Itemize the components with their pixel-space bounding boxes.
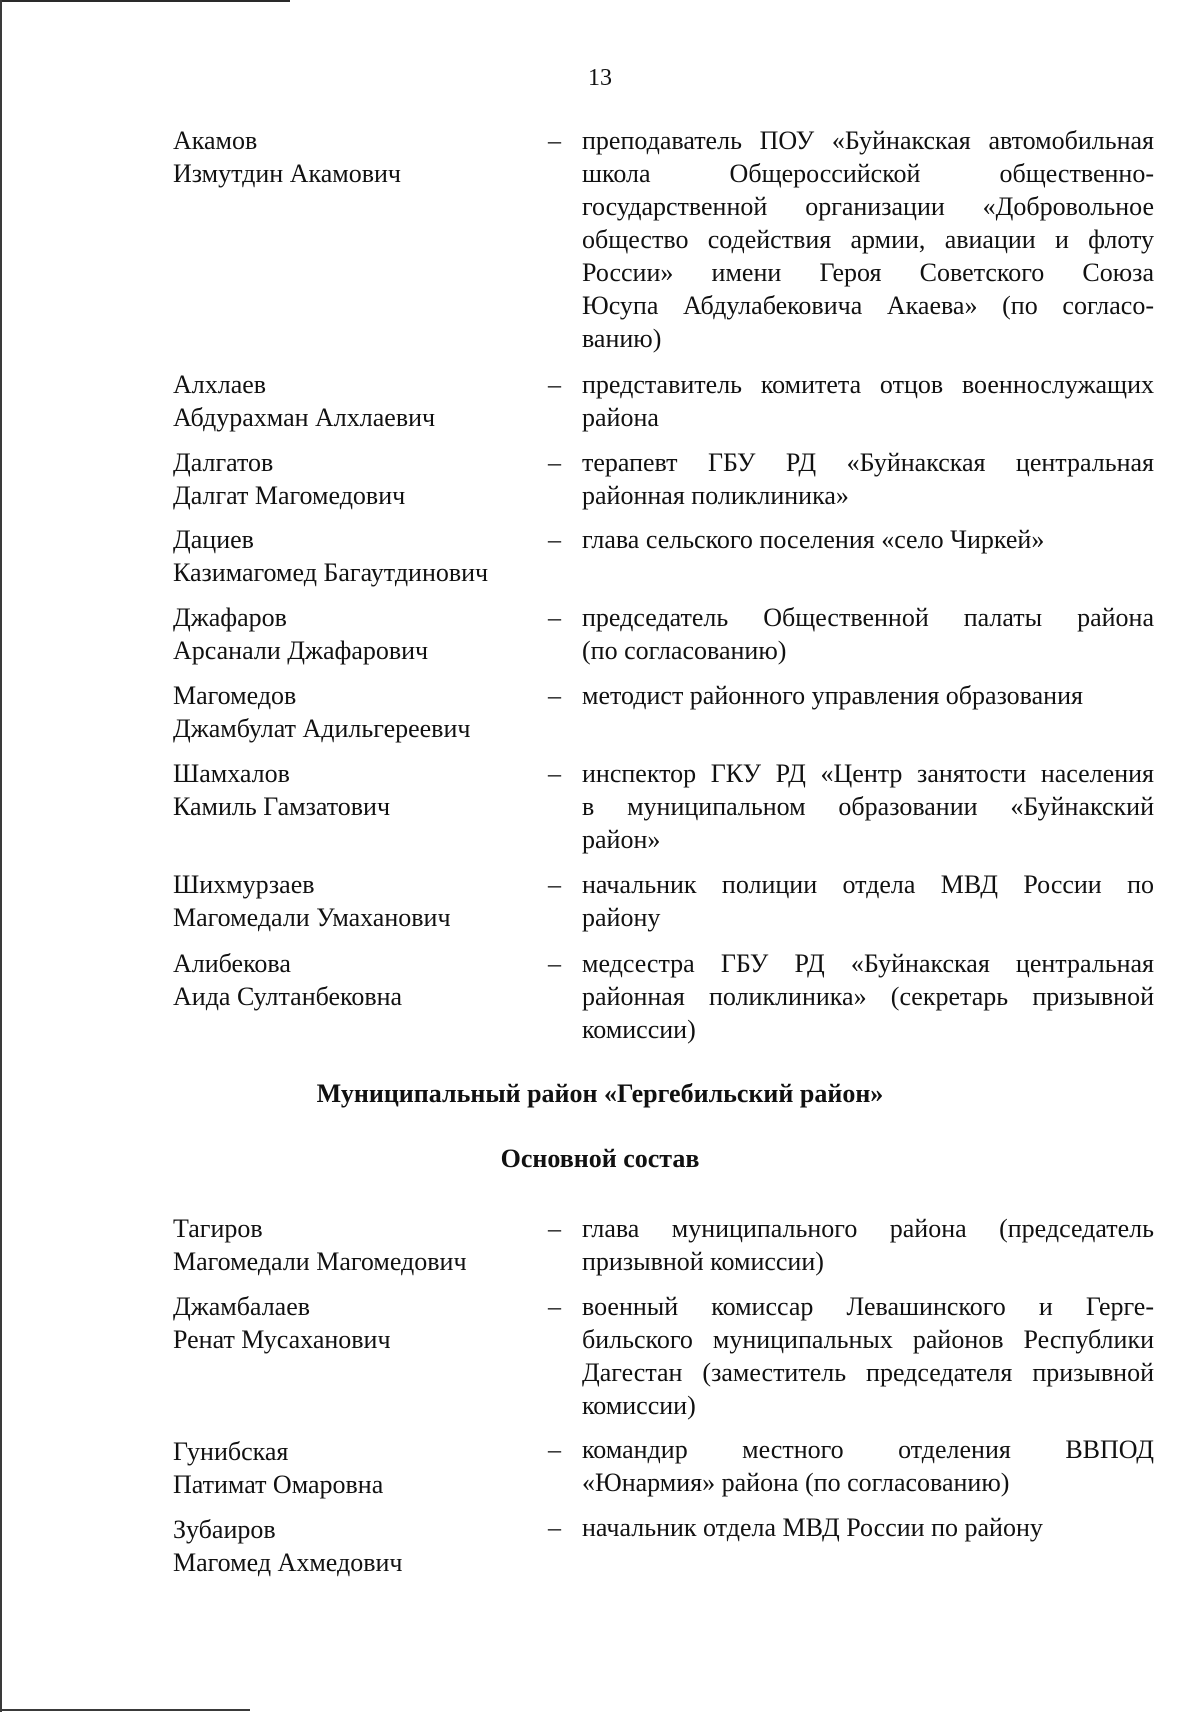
- member-surname: Алхлаев: [173, 370, 267, 399]
- position-line: общество содействия армии, авиации и флоту: [582, 225, 1154, 254]
- member-position: [582, 601, 1154, 667]
- member-surname: Далгатов: [173, 448, 274, 477]
- position-line: комиссии): [582, 1391, 696, 1420]
- member-name: [173, 947, 573, 1013]
- member-name: [173, 1212, 573, 1278]
- position-line: призывной комиссии): [582, 1247, 824, 1276]
- position-line: Дагестан (заместитель председателя призывной: [582, 1358, 1154, 1387]
- member-position: [582, 1511, 1154, 1544]
- member-position: [582, 757, 1154, 856]
- dash-separator: –: [548, 1435, 561, 1464]
- position-line: инспектор ГКУ РД «Центр занятости населения: [582, 759, 1154, 788]
- dash-separator: –: [548, 1292, 561, 1321]
- dash-separator: –: [548, 603, 561, 632]
- member-name: [173, 679, 573, 745]
- page-number: 13: [588, 65, 612, 91]
- member-given-names: Магомедали Магомедович: [173, 1247, 467, 1276]
- member-name: [173, 523, 573, 589]
- member-position: [582, 868, 1154, 934]
- member-surname: Шихмурзаев: [173, 870, 315, 899]
- member-given-names: Джамбулат Адильгереевич: [173, 714, 471, 743]
- dash-separator: –: [548, 949, 561, 978]
- dash-separator: –: [548, 525, 561, 554]
- member-surname: Дациев: [173, 525, 254, 554]
- position-line: школа Общероссийской общественно-: [582, 159, 1154, 188]
- member-surname: Джамбалаев: [173, 1292, 311, 1321]
- position-line: «Юнармия» района (по согласованию): [582, 1468, 1010, 1497]
- position-line: преподаватель ПОУ «Буйнакская автомобильная: [582, 126, 1154, 155]
- member-given-names: Аида Султанбековна: [173, 982, 403, 1011]
- dash-separator: –: [548, 681, 561, 710]
- member-name: [173, 1290, 573, 1356]
- position-line: в муниципальном образовании «Буйнакский: [582, 792, 1154, 821]
- member-surname: Гунибская: [173, 1437, 289, 1466]
- dash-separator: –: [548, 759, 561, 788]
- member-given-names: Казимагомед Багаутдинович: [173, 558, 489, 587]
- position-line: комиссии): [582, 1015, 696, 1044]
- member-name: [173, 1513, 573, 1579]
- member-surname: Магомедов: [173, 681, 297, 710]
- member-given-names: Магомед Ахмедович: [173, 1548, 403, 1577]
- dash-separator: –: [548, 1214, 561, 1243]
- member-surname: Зубаиров: [173, 1515, 276, 1544]
- scan-edge-left: [0, 0, 2, 1712]
- member-name: [173, 868, 573, 934]
- member-position: [582, 446, 1154, 512]
- section-heading: Муниципальный район «Гергебильский район»: [316, 1079, 884, 1108]
- dash-separator: –: [548, 126, 561, 155]
- member-given-names: Абдурахман Алхлаевич: [173, 403, 436, 432]
- member-name: [173, 368, 573, 434]
- position-line: бильского муниципальных районов Республики: [582, 1325, 1154, 1354]
- position-line: представитель комитета отцов военнослужащих: [582, 370, 1154, 399]
- subsection-heading: Основной состав: [500, 1144, 700, 1173]
- dash-separator: –: [548, 370, 561, 399]
- member-surname: Тагиров: [173, 1214, 263, 1243]
- member-name: [173, 601, 573, 667]
- member-given-names: Далгат Магомедович: [173, 481, 406, 510]
- member-position: [582, 1433, 1154, 1499]
- scan-edge-top: [0, 0, 290, 2]
- position-line: район»: [582, 825, 661, 854]
- member-given-names: Измутдин Акамович: [173, 159, 401, 188]
- member-surname: Джафаров: [173, 603, 287, 632]
- member-given-names: Магомедали Умаханович: [173, 903, 451, 932]
- position-line: России» имени Героя Советского Союза: [582, 258, 1154, 287]
- member-given-names: Арсанали Джафарович: [173, 636, 429, 665]
- position-line: председатель Общественной палаты района: [582, 603, 1154, 632]
- position-line: районная поликлиника» (секретарь призывной: [582, 982, 1154, 1011]
- member-given-names: Камиль Гамзатович: [173, 792, 391, 821]
- position-line: глава сельского поселения «село Чиркей»: [582, 525, 1045, 554]
- dash-separator: –: [548, 870, 561, 899]
- position-line: ванию): [582, 324, 662, 353]
- position-line: государственной организации «Добровольное: [582, 192, 1154, 221]
- member-given-names: Патимат Омаровна: [173, 1470, 384, 1499]
- position-line: командир местного отделения ВВПОД: [582, 1435, 1154, 1464]
- position-line: военный комиссар Левашинского и Герге-: [582, 1292, 1154, 1321]
- member-surname: Шамхалов: [173, 759, 290, 788]
- member-position: [582, 523, 1154, 556]
- position-line: (по согласованию): [582, 636, 787, 665]
- position-line: районная поликлиника»: [582, 481, 849, 510]
- member-surname: Алибекова: [173, 949, 291, 978]
- position-line: району: [582, 903, 661, 932]
- position-line: начальник полиции отдела МВД России по: [582, 870, 1154, 899]
- member-position: [582, 1290, 1154, 1422]
- position-line: методист районного управления образования: [582, 681, 1083, 710]
- member-position: [582, 679, 1154, 712]
- member-name: [173, 446, 573, 512]
- position-line: терапевт ГБУ РД «Буйнакская центральная: [582, 448, 1154, 477]
- dash-separator: –: [548, 448, 561, 477]
- member-position: [582, 124, 1154, 355]
- position-line: медсестра ГБУ РД «Буйнакская центральная: [582, 949, 1154, 978]
- member-position: [582, 1212, 1154, 1278]
- member-given-names: Ренат Мусаханович: [173, 1325, 391, 1354]
- member-name: [173, 124, 573, 190]
- dash-separator: –: [548, 1513, 561, 1542]
- position-line: начальник отдела МВД России по району: [582, 1513, 1043, 1542]
- position-line: Юсупа Абдулабековича Акаева» (по согласо-: [582, 291, 1154, 320]
- member-name: [173, 757, 573, 823]
- member-name: [173, 1435, 573, 1501]
- position-line: района: [582, 403, 659, 432]
- scan-edge-bottom: [0, 1709, 250, 1711]
- member-surname: Акамов: [173, 126, 258, 155]
- member-position: [582, 368, 1154, 434]
- member-position: [582, 947, 1154, 1046]
- position-line: глава муниципального района (председатель: [582, 1214, 1154, 1243]
